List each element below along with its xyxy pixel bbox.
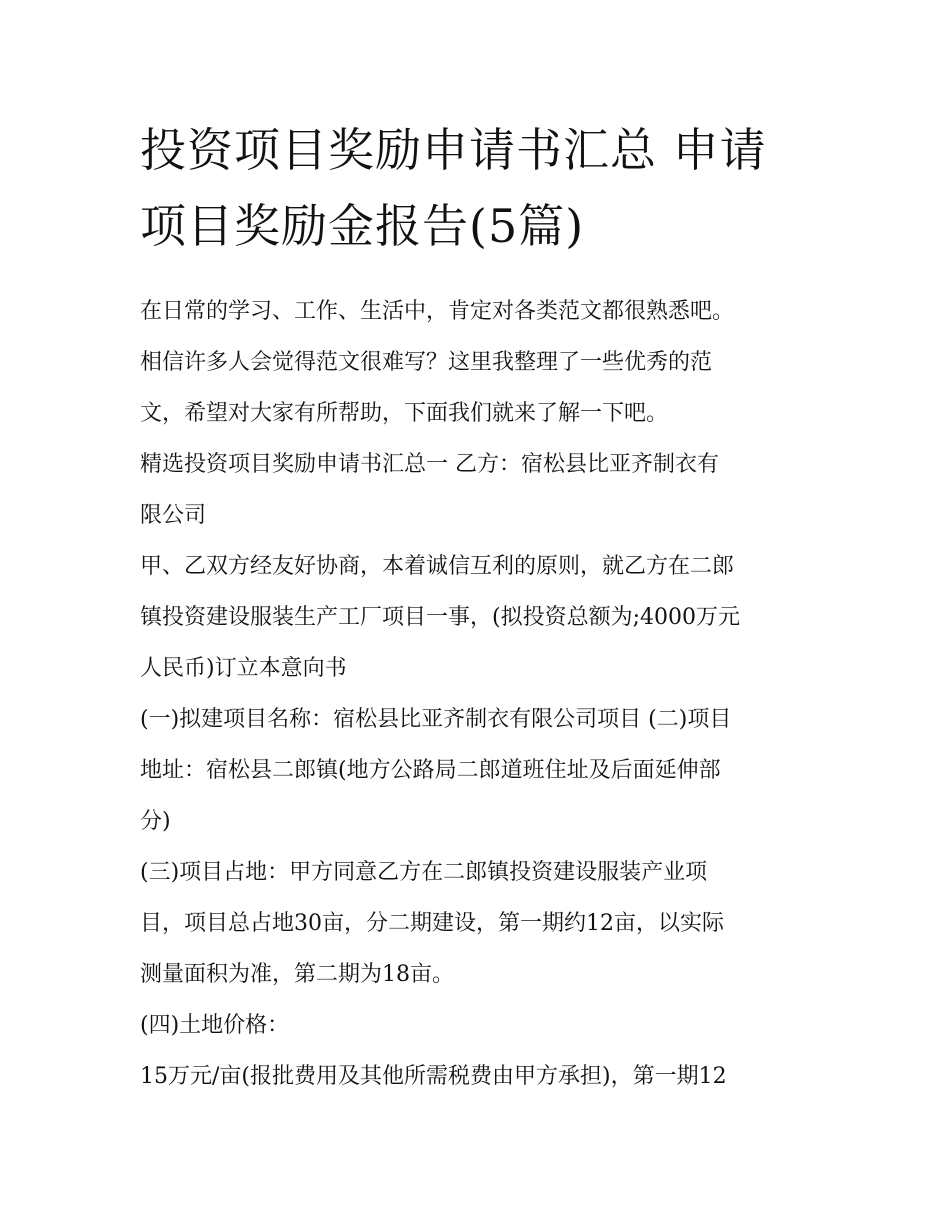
- land-area-paragraph: (三)项目占地：甲方同意乙方在二郎镇投资建设服装产业项 目，项目总占地30亩，分二期建设，第一期约12亩，以实际 测量面积为准，第二期为18亩。: [140, 860, 724, 987]
- land-price-paragraph: 15万元/亩(报批费用及其他所需税费由甲方承担)，第一期12: [140, 1064, 727, 1089]
- land-price-heading: (四)土地价格：: [140, 1013, 290, 1038]
- document-page: [140, 112, 815, 1102]
- document-title: 投资项目奖励申请书汇总 申请 项目奖励金报告(5篇): [140, 123, 767, 253]
- section-heading-party-b: 精选投资项目奖励申请书汇总一 乙方：宿松县比亚齐制衣有 限公司: [140, 452, 719, 528]
- agreement-paragraph: 甲、乙双方经友好协商，本着诚信互利的原则，就乙方在二郎 镇投资建设服装生产工厂项目一事，(拟投资总额为;4000万元 人民币)订立本意向书: [140, 554, 740, 681]
- intro-paragraph: 在日常的学习、工作、生活中，肯定对各类范文都很熟悉吧。 相信许多人会觉得范文很难写？这里我整理了一些优秀的范 文，希望对大家有所帮助，下面我们就来了解一下吧。: [140, 299, 735, 426]
- project-name-address-paragraph: (一)拟建项目名称：宿松县比亚齐制衣有限公司项目 (二)项目 地址：宿松县二郎镇(地方公路局二郎道班住址及后面延伸部 分): [140, 707, 732, 834]
